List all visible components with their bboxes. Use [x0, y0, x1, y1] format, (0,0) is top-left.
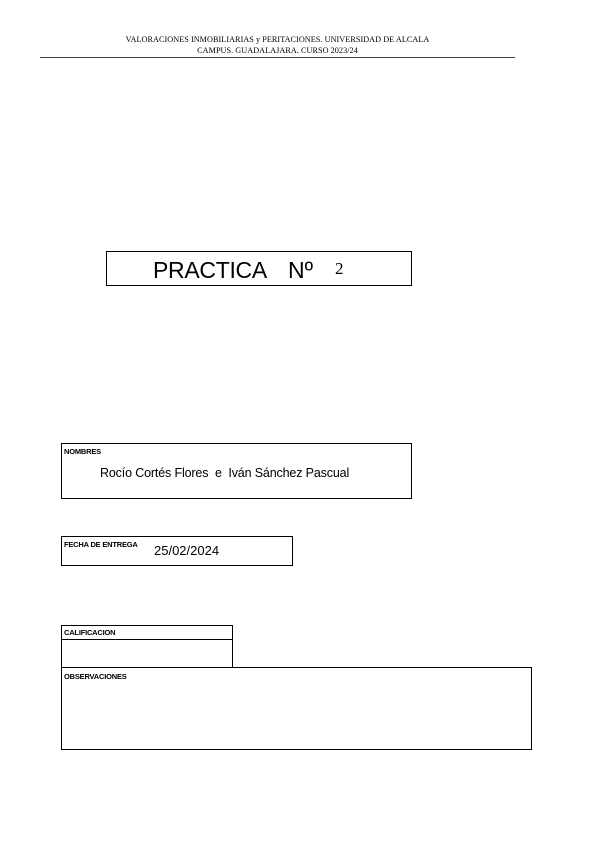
fecha-entrega-label: FECHA DE ENTREGA — [64, 540, 138, 549]
document-header — [40, 34, 515, 56]
observaciones-field[interactable] — [61, 667, 532, 750]
practica-title-box — [106, 251, 412, 286]
nombres-label: NOMBRES — [64, 447, 101, 456]
fecha-entrega-field[interactable] — [61, 536, 293, 566]
header-divider — [40, 57, 515, 58]
header-line-2: CAMPUS. GUADALAJARA. CURSO 2023/24 — [197, 46, 358, 55]
calificacion-field[interactable] — [61, 625, 233, 668]
calificacion-label: CALIFICACION — [64, 628, 116, 637]
practica-number: 2 — [335, 259, 344, 278]
nombres-field[interactable] — [61, 443, 412, 499]
nombres-value: Rocío Cortés Flores e Iván Sánchez Pascual — [100, 466, 350, 480]
practica-number-sign: Nº — [288, 257, 314, 283]
header-line-1: VALORACIONES INMOBILIARIAS y PERITACIONES. UNIVERSIDAD DE ALCALA — [125, 35, 430, 44]
calificacion-divider — [62, 639, 232, 640]
practica-label: PRACTICA — [153, 257, 267, 283]
observaciones-label: OBSERVACIONES — [64, 672, 127, 681]
fecha-entrega-value: 25/02/2024 — [154, 543, 220, 558]
